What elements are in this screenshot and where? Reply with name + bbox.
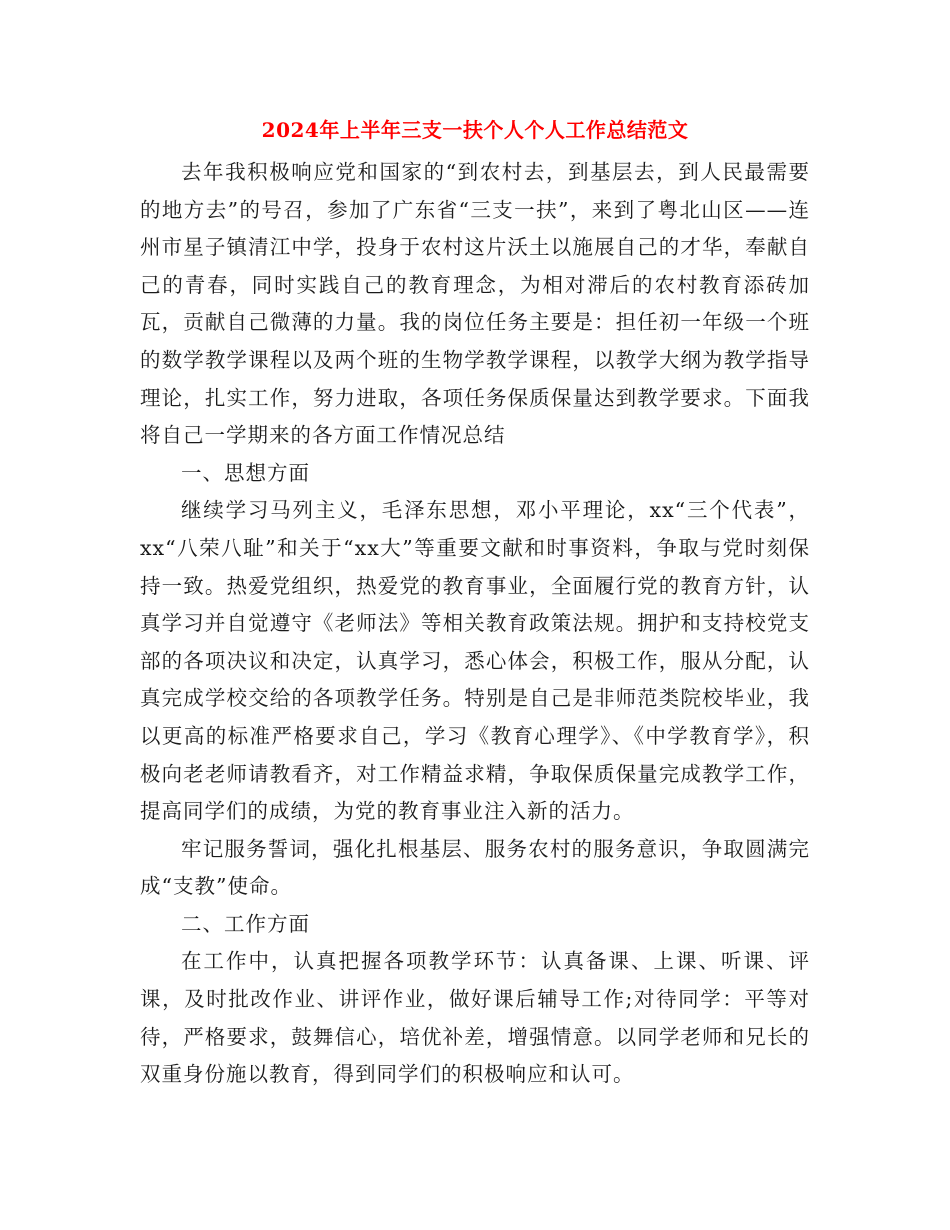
paragraph-thought: 继续学习马列主义，毛泽东思想，邓小平理论，xx“三个代表”，xx“八荣八耻”和关于“xx大”等重要文献和时事资料，争取与党时刻保持一致。热爱党组织，热爱党的教育事业，全面履行党的教育方针，认真学习并自觉遵守《老师法》等相关教育政策法规。拥护和支持校党支部的各项决议和决定，认真学习，悉心体会，积极工作，服从分配，认真完成学校交给的各项教学任务。特别是自己是非师范类院校毕业，我以更高的标准严格要求自己，学习《教育心理学》、《中学教育学》，积极向老老师请教看齐，对工作精益求精，争取保质保量完成教学工作，提高同学们的成绩，为党的教育事业注入新的活力。 xyxy=(140,498,810,824)
paragraph-work: 在工作中，认真把握各项教学环节：认真备课、上课、听课、评课，及时批改作业、讲评作业，做好课后辅导工作;对待同学：平等对待，严格要求，鼓舞信心，培优补差，增强情意。以同学老师和兄长的双重身份施以教育，得到同学们的积极响应和认可。 xyxy=(140,949,810,1087)
paragraph-intro: 去年我积极响应党和国家的“到农村去，到基层去，到人民最需要的地方去”的号召，参加了广东省“三支一扶”，来到了粤北山区——连州市星子镇清江中学，投身于农村这片沃土以施展自己的才华，奉献自己的青春，同时实践自己的教育理念，为相对滞后的农村教育添砖加瓦，贡献自己微薄的力量。我的岗位任务主要是：担任初一年级一个班的数学教学课程以及两个班的生物学教学课程，以教学大纲为教学指导理论，扎实工作，努力进取，各项任务保质保量达到教学要求。下面我将自己一学期来的各方面工作情况总结 xyxy=(140,160,810,448)
section-heading-thought: 一、思想方面 xyxy=(181,460,310,485)
document-body xyxy=(140,154,810,1094)
paragraph-service-oath: 牢记服务誓词，强化扎根基层、服务农村的服务意识，争取圆满完成“支教”使命。 xyxy=(140,836,810,899)
document-title: 2024年上半年三支一扶个人个人工作总结范文 xyxy=(261,118,689,142)
section-heading-work: 二、工作方面 xyxy=(181,911,310,936)
